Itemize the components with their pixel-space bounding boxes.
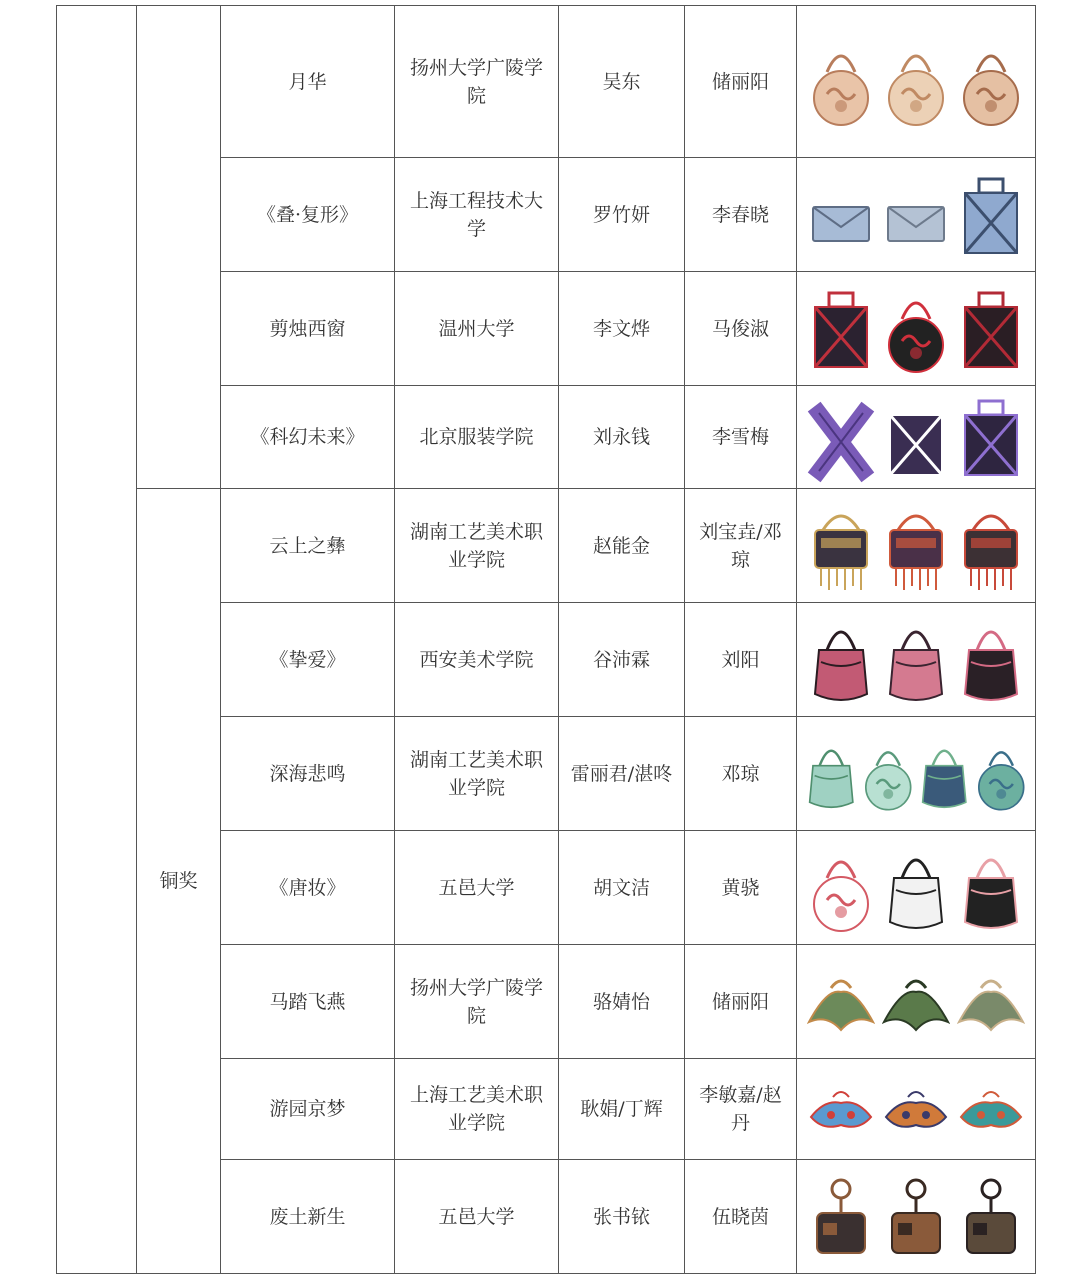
- school-name: 湖南工艺美术职业学院: [395, 489, 559, 603]
- awards-table: [56, 5, 1036, 1274]
- school-name: 扬州大学广陵学院: [395, 945, 559, 1059]
- bag-image-group: [803, 610, 1029, 710]
- utility-bag-icon: [807, 1167, 875, 1267]
- opera-bag-icon: [807, 1059, 875, 1159]
- utility-bag-icon: [882, 1167, 950, 1267]
- bag-images-cell: [797, 386, 1036, 489]
- bag-images-cell: [797, 489, 1036, 603]
- designer-name: 罗竹妍: [559, 158, 685, 272]
- blank-award-cell: [137, 6, 221, 489]
- designer-name: 刘永钱: [559, 386, 685, 489]
- pouch-bag-icon: [882, 838, 950, 938]
- tutor-name: 刘宝垚/邓琼: [685, 489, 797, 603]
- cross-bag-icon: [807, 387, 875, 487]
- work-title: 《叠·复形》: [221, 158, 395, 272]
- designer-name: 胡文洁: [559, 831, 685, 945]
- bag-images-cell: [797, 1160, 1036, 1274]
- designer-name: 赵能金: [559, 489, 685, 603]
- tutor-name: 储丽阳: [685, 945, 797, 1059]
- work-title: 月华: [221, 6, 395, 158]
- opera-bag-icon: [957, 1059, 1025, 1159]
- round-bag-icon: [882, 32, 950, 132]
- round-bag-icon: [957, 32, 1025, 132]
- table-row: [57, 6, 1036, 158]
- tutor-name: 邓琼: [685, 717, 797, 831]
- pouch-bag-icon: [807, 610, 875, 710]
- school-name: 温州大学: [395, 272, 559, 386]
- work-title: 《唐妆》: [221, 831, 395, 945]
- envelope-bag-icon: [882, 165, 950, 265]
- award-level-cell: 铜奖: [137, 489, 221, 1274]
- tutor-name: 刘阳: [685, 603, 797, 717]
- work-title: 云上之彝: [221, 489, 395, 603]
- blank-category-cell: [57, 6, 137, 1274]
- pouch-bag-icon: [916, 724, 973, 824]
- tutor-name: 李敏嘉/赵丹: [685, 1059, 797, 1160]
- work-title: 《挚爱》: [221, 603, 395, 717]
- bag-images-cell: [797, 158, 1036, 272]
- school-name: 上海工程技术大学: [395, 158, 559, 272]
- work-title: 剪烛西窗: [221, 272, 395, 386]
- bag-image-group: [803, 32, 1029, 132]
- school-name: 西安美术学院: [395, 603, 559, 717]
- bag-images-cell: [797, 717, 1036, 831]
- bag-image-group: [803, 952, 1029, 1052]
- utility-bag-icon: [957, 1167, 1025, 1267]
- work-title: 游园京梦: [221, 1059, 395, 1160]
- bag-images-cell: [797, 831, 1036, 945]
- designer-name: 谷沛霖: [559, 603, 685, 717]
- bag-images-cell: [797, 603, 1036, 717]
- tutor-name: 黄骁: [685, 831, 797, 945]
- bag-images-cell: [797, 272, 1036, 386]
- school-name: 北京服装学院: [395, 386, 559, 489]
- bag-image-group: [803, 1167, 1029, 1267]
- round-bag-icon: [807, 838, 875, 938]
- tutor-name: 李雪梅: [685, 386, 797, 489]
- wing-bag-icon: [807, 952, 875, 1052]
- square-bag-icon: [957, 279, 1025, 379]
- bag-images-cell: [797, 945, 1036, 1059]
- designer-name: 骆婧怡: [559, 945, 685, 1059]
- bag-images-cell: [797, 6, 1036, 158]
- work-title: 废土新生: [221, 1160, 395, 1274]
- tutor-name: 伍晓茵: [685, 1160, 797, 1274]
- bag-image-group: [803, 496, 1029, 596]
- school-name: 五邑大学: [395, 831, 559, 945]
- wing-bag-icon: [882, 952, 950, 1052]
- pouch-bag-icon: [882, 610, 950, 710]
- designer-name: 雷丽君/湛咚: [559, 717, 685, 831]
- school-name: 上海工艺美术职业学院: [395, 1059, 559, 1160]
- round-bag-icon: [973, 724, 1030, 824]
- school-name: 五邑大学: [395, 1160, 559, 1274]
- designer-name: 吴东: [559, 6, 685, 158]
- square-bag-icon: [957, 165, 1025, 265]
- square-bag-icon: [957, 387, 1025, 487]
- square-bag-icon: [882, 387, 950, 487]
- opera-bag-icon: [882, 1059, 950, 1159]
- work-title: 马踏飞燕: [221, 945, 395, 1059]
- table-row: [57, 489, 1036, 603]
- tutor-name: 储丽阳: [685, 6, 797, 158]
- work-title: 《科幻未来》: [221, 386, 395, 489]
- bag-image-group: [803, 724, 1029, 824]
- work-title: 深海悲鸣: [221, 717, 395, 831]
- awards-table-body: [57, 6, 1036, 1274]
- tassel-bag-icon: [882, 496, 950, 596]
- bag-image-group: [803, 838, 1029, 938]
- pouch-bag-icon: [957, 610, 1025, 710]
- bag-image-group: [803, 165, 1029, 265]
- school-name: 扬州大学广陵学院: [395, 6, 559, 158]
- round-bag-icon: [882, 279, 950, 379]
- round-bag-icon: [860, 724, 917, 824]
- tutor-name: 马俊淑: [685, 272, 797, 386]
- school-name: 湖南工艺美术职业学院: [395, 717, 559, 831]
- tassel-bag-icon: [957, 496, 1025, 596]
- designer-name: 张书铱: [559, 1160, 685, 1274]
- designer-name: 李文烨: [559, 272, 685, 386]
- bag-image-group: [803, 387, 1029, 487]
- designer-name: 耿娟/丁辉: [559, 1059, 685, 1160]
- bag-image-group: [803, 279, 1029, 379]
- tutor-name: 李春晓: [685, 158, 797, 272]
- tassel-bag-icon: [807, 496, 875, 596]
- envelope-bag-icon: [807, 165, 875, 265]
- square-bag-icon: [807, 279, 875, 379]
- pouch-bag-icon: [957, 838, 1025, 938]
- bag-images-cell: [797, 1059, 1036, 1160]
- wing-bag-icon: [957, 952, 1025, 1052]
- bag-image-group: [803, 1059, 1029, 1159]
- pouch-bag-icon: [803, 724, 860, 824]
- round-bag-icon: [807, 32, 875, 132]
